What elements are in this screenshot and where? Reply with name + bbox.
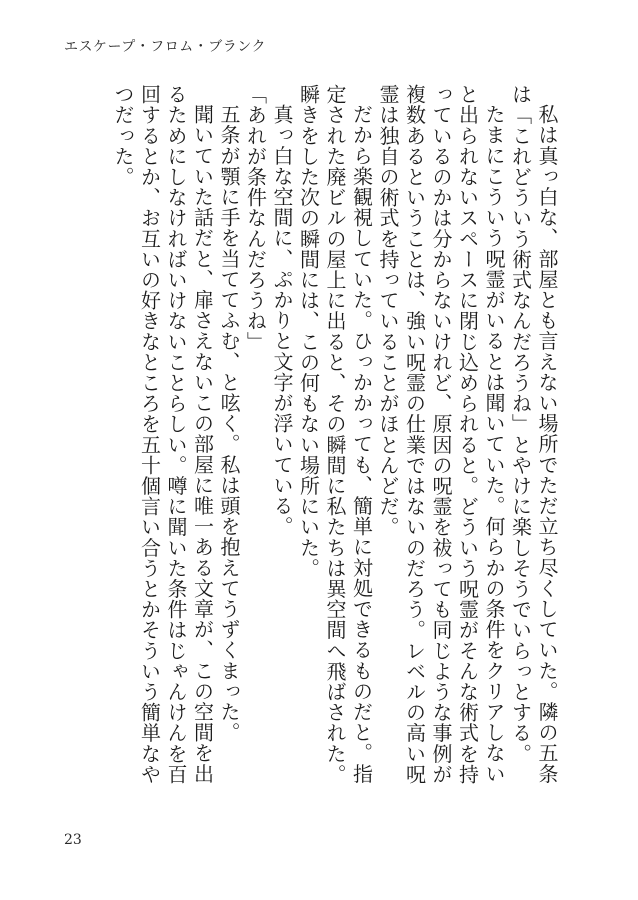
page-number: 23	[64, 832, 82, 848]
running-head: エスケープ・フロム・ブランク	[64, 39, 267, 55]
dialogue-line: 「あれが条件なんだろうね」	[243, 84, 268, 352]
paragraph: 真っ白な空間に、ぷかりと文字が浮いている。	[270, 104, 294, 537]
paragraph: だから楽観視していた。ひっかかっても、簡単に対処できるものだと。指定された廃ビルの屋上に出ると、その瞬間に私たちは異空間へ飛ばされた。瞬きをした次の瞬間には、この何もない場所にいた。	[296, 84, 374, 785]
paragraph: 私は真っ白な、部屋とも言えない場所でただ立ち尽くしていた。隣の五条は「これどういう術式なんだろうね」とやけに楽しそうでいらっとする。	[508, 84, 559, 784]
paragraph: たまにこういう呪霊がいるとは聞いていた。何らかの条件をクリアしないと出られないスペースに閉じ込められると。どういう呪霊がそんな術式を持っているのかは分からないけれど、原因の呪霊を祓っても同じような事例が複数あるということは、強い呪霊の仕業ではないのだろう。レベルの高い呪霊は独自の術式を持っていることがほとんどだ。	[376, 84, 506, 785]
body-text	[48, 84, 560, 794]
paragraph: 聞いていた話だと、扉さえないこの部屋に唯一ある文章が、この空間を出るためにしなければいけないことらしい。噂に聞いた条件はじゃんけんを百回するとか、お互いの好きなところを五十個言い合うとかそういう簡単なやつだった。	[111, 84, 215, 785]
paragraph: 五条が顎に手を当ててふむ、と呟く。私は頭を抱えてうずくまった。	[217, 104, 241, 743]
